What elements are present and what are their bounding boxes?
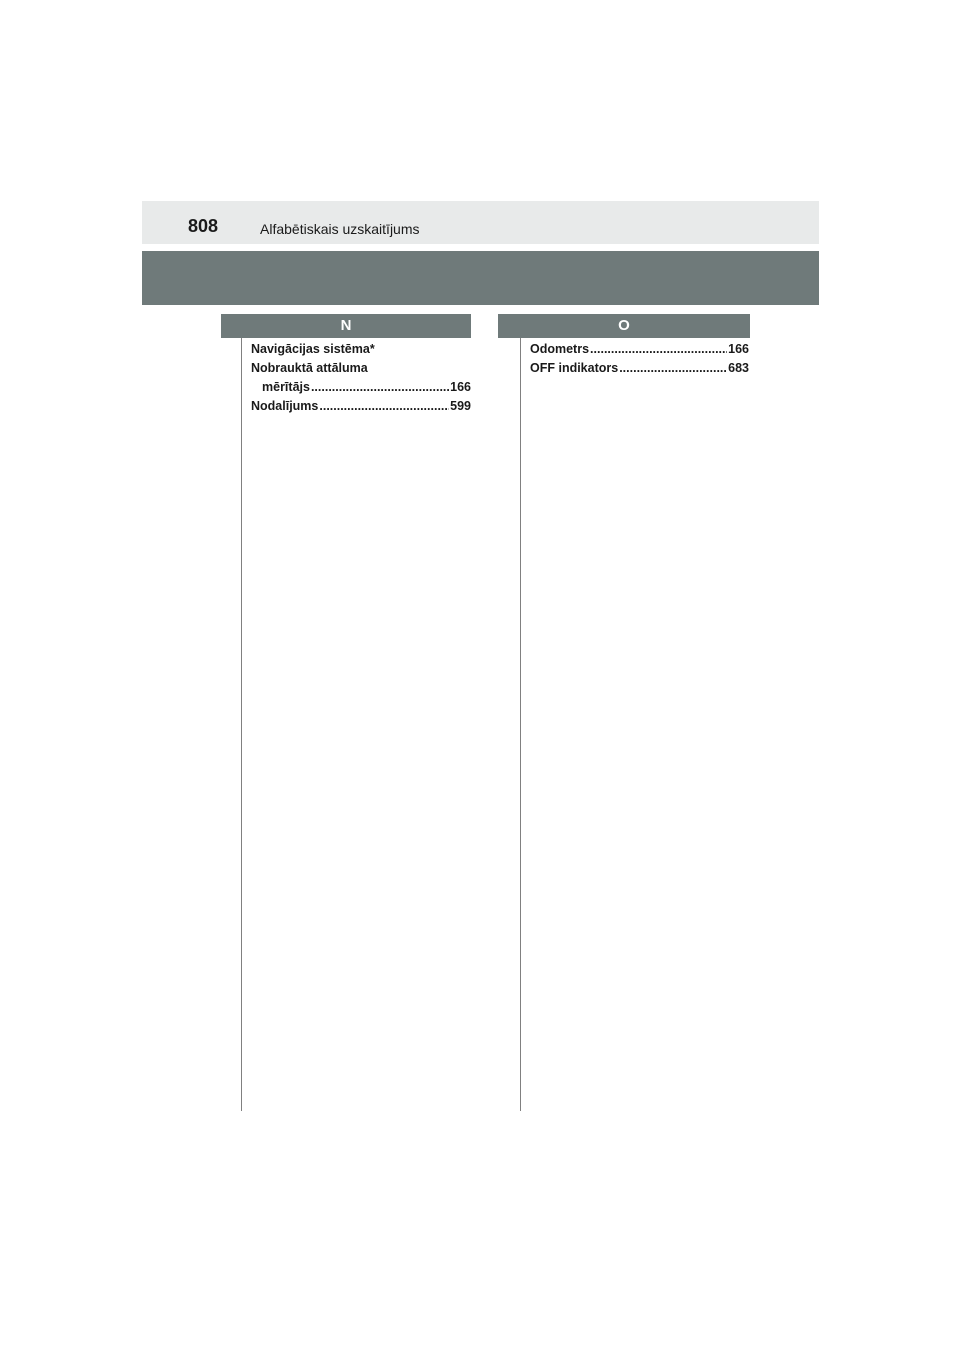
index-column-o	[530, 340, 749, 378]
index-entry-trip-meter-sub[interactable]	[251, 378, 471, 397]
header-band	[142, 251, 819, 305]
column-rule-left	[241, 338, 242, 1111]
index-term: Navigācijas sistēma*	[251, 342, 375, 356]
index-term: mērītājs	[262, 380, 310, 394]
section-header-o: O	[498, 314, 750, 338]
dot-leader	[590, 340, 727, 359]
index-page-ref: 599	[450, 399, 471, 413]
index-page-ref: 683	[728, 361, 749, 375]
index-entry-navigation-system[interactable]	[251, 340, 471, 359]
page-header-bar	[142, 201, 819, 244]
page-number: 808	[188, 216, 219, 236]
index-entry-trip-meter	[251, 359, 471, 378]
index-entry-compartment[interactable]	[251, 397, 471, 416]
column-rule-right	[520, 338, 521, 1111]
index-term: OFF indikators	[530, 361, 619, 375]
index-column-n	[251, 340, 471, 416]
dot-leader	[311, 378, 449, 397]
index-entry-odometer[interactable]	[530, 340, 749, 359]
index-term: Odometrs	[530, 342, 590, 356]
dot-leader	[619, 359, 727, 378]
dot-leader	[319, 397, 449, 416]
page-title: Alfabētiskais uzskaitījums	[260, 221, 420, 237]
index-entry-off-indicator[interactable]	[530, 359, 749, 378]
section-header-n: N	[221, 314, 471, 338]
index-term: Nodalījums	[251, 399, 319, 413]
index-term: Nobrauktā attāluma	[251, 361, 368, 375]
index-page-ref: 166	[450, 380, 471, 394]
index-page-ref: 166	[728, 342, 749, 356]
